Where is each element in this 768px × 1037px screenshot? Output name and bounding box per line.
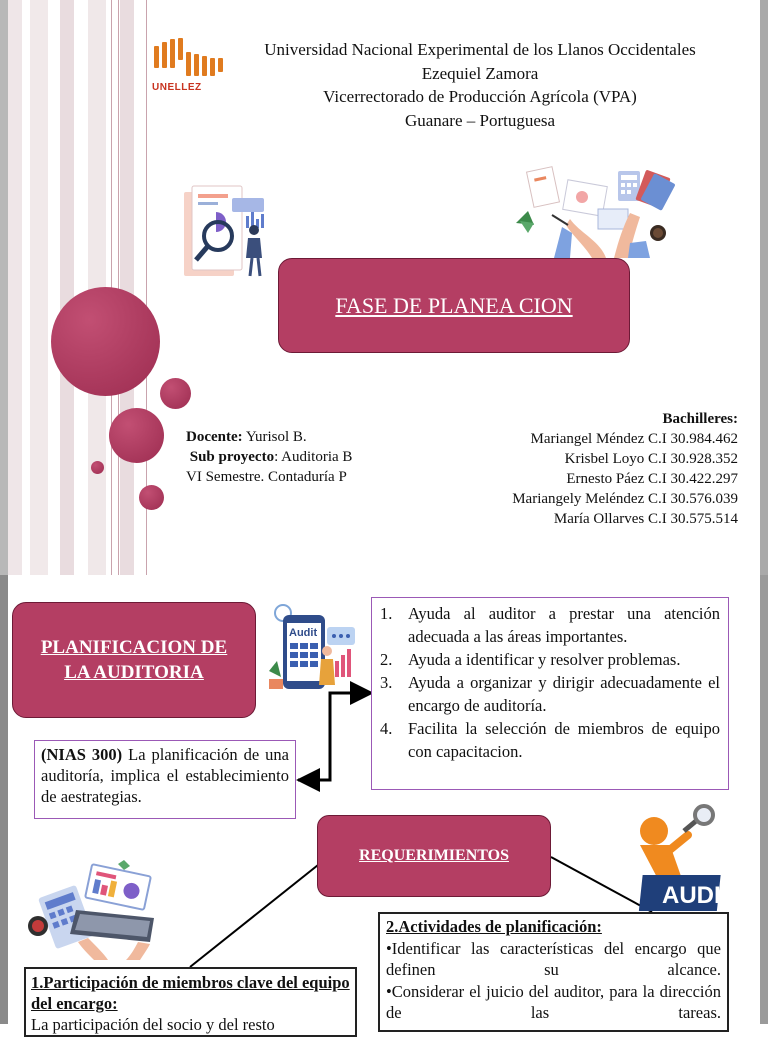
student-item: Krisbel Loyo C.I 30.928.352 — [564, 451, 738, 467]
nias-text: La planificación de una auditoría, implica el establecimiento de aestrategias. — [41, 745, 289, 806]
activity-item: •Considerar el juicio del auditor, para la dirección de las tareas. — [386, 981, 721, 1022]
list-text: Ayuda a organizar y dirigir adecuadamente el encargo de auditoría. — [408, 673, 720, 715]
activity-item: •Identificar las características del encargo que definen su alcance. — [386, 938, 721, 979]
teacher-info — [186, 427, 352, 487]
requirements-title: REQUERIMIENTOS — [359, 847, 509, 864]
phone-audit-illustration — [265, 601, 365, 696]
subproject-value: : Auditoria B — [274, 449, 353, 465]
student-item: Mariangel Méndez C.I 30.984.462 — [530, 431, 738, 447]
planning-title — [41, 635, 227, 685]
decorative-circle — [109, 408, 164, 463]
list-text: Ayuda a identificar y resolver problemas. — [408, 650, 681, 669]
student-item: Mariangely Meléndez C.I 30.576.039 — [512, 491, 738, 507]
planning-title-line: LA AUDITORIA — [64, 662, 204, 683]
slide-right-edge — [760, 0, 768, 575]
decorative-circle-large — [51, 287, 160, 396]
participation-text: La participación del socio y del resto — [31, 1015, 275, 1034]
planning-title-line: PLANIFICACION DE — [40, 637, 228, 658]
teacher-label: Docente: — [186, 429, 243, 445]
decorative-circle — [139, 485, 164, 510]
slide-left-edge — [0, 0, 8, 575]
decorative-circle-small — [91, 461, 104, 474]
activities-title: 2.Actividades de planificación: — [386, 917, 602, 936]
header-line: Guanare – Portuguesa — [404, 110, 556, 130]
audit-sign-label: AUDIT — [662, 882, 736, 909]
list-item — [380, 602, 720, 648]
list-item — [380, 671, 720, 717]
header-line: Vicerrectorado de Producción Agrícola (VPA) — [323, 87, 637, 106]
header-line: Universidad Nacional Experimental de los Llanos Occidentales — [264, 40, 696, 59]
semester-line: VI Semestre. Contaduría P — [186, 469, 347, 485]
presentation-title: FASE DE PLANEA CION — [335, 292, 573, 318]
documents-magnifier-illustration — [180, 184, 280, 279]
list-text: Facilita la selección de miembros de equipo con capacitacion. — [408, 719, 720, 761]
student-item: María Ollarves C.I 30.575.514 — [553, 511, 738, 527]
team-participation-box — [24, 967, 357, 1037]
list-text: Ayuda al auditor a prestar una atención adecuada a las áreas importantes. — [408, 604, 720, 646]
subproject-line — [186, 447, 352, 467]
students-list — [512, 409, 738, 529]
audit-magnifier-illustration — [620, 805, 736, 913]
title-banner — [278, 258, 630, 353]
slide-planning — [0, 575, 768, 1034]
student-item: Ernesto Páez C.I 30.422.297 — [566, 471, 738, 487]
list-item — [380, 717, 720, 763]
header-line: Ezequiel Zamora — [421, 63, 539, 83]
laptop-calculator-illustration — [26, 860, 176, 960]
audit-screen-label: Audit — [289, 627, 318, 639]
decorative-circle — [160, 378, 191, 409]
desk-paperwork-illustration — [510, 163, 675, 258]
planning-activities-box — [378, 912, 729, 1032]
list-number: 2. — [380, 650, 393, 669]
nias-definition — [34, 740, 296, 819]
list-item — [380, 648, 720, 671]
logo-wordmark: UNELLEZ — [152, 82, 202, 93]
list-number: 4. — [380, 719, 393, 738]
university-header — [230, 38, 730, 132]
participation-title: 1.Participación de miembros clave del equipo del encargo: — [31, 973, 350, 1013]
list-number: 1. — [380, 604, 393, 623]
teacher-line — [186, 427, 352, 447]
nias-reference: (NIAS 300) — [41, 745, 123, 764]
decorative-stripes — [8, 0, 146, 575]
benefits-list — [371, 597, 729, 790]
teacher-name: Yurisol B. — [242, 429, 307, 445]
planning-title-box — [12, 602, 256, 718]
students-label: Bachilleres: — [662, 411, 738, 427]
requirements-box — [317, 815, 551, 897]
subproject-label: Sub proyecto — [189, 449, 275, 465]
list-number: 3. — [380, 673, 393, 692]
